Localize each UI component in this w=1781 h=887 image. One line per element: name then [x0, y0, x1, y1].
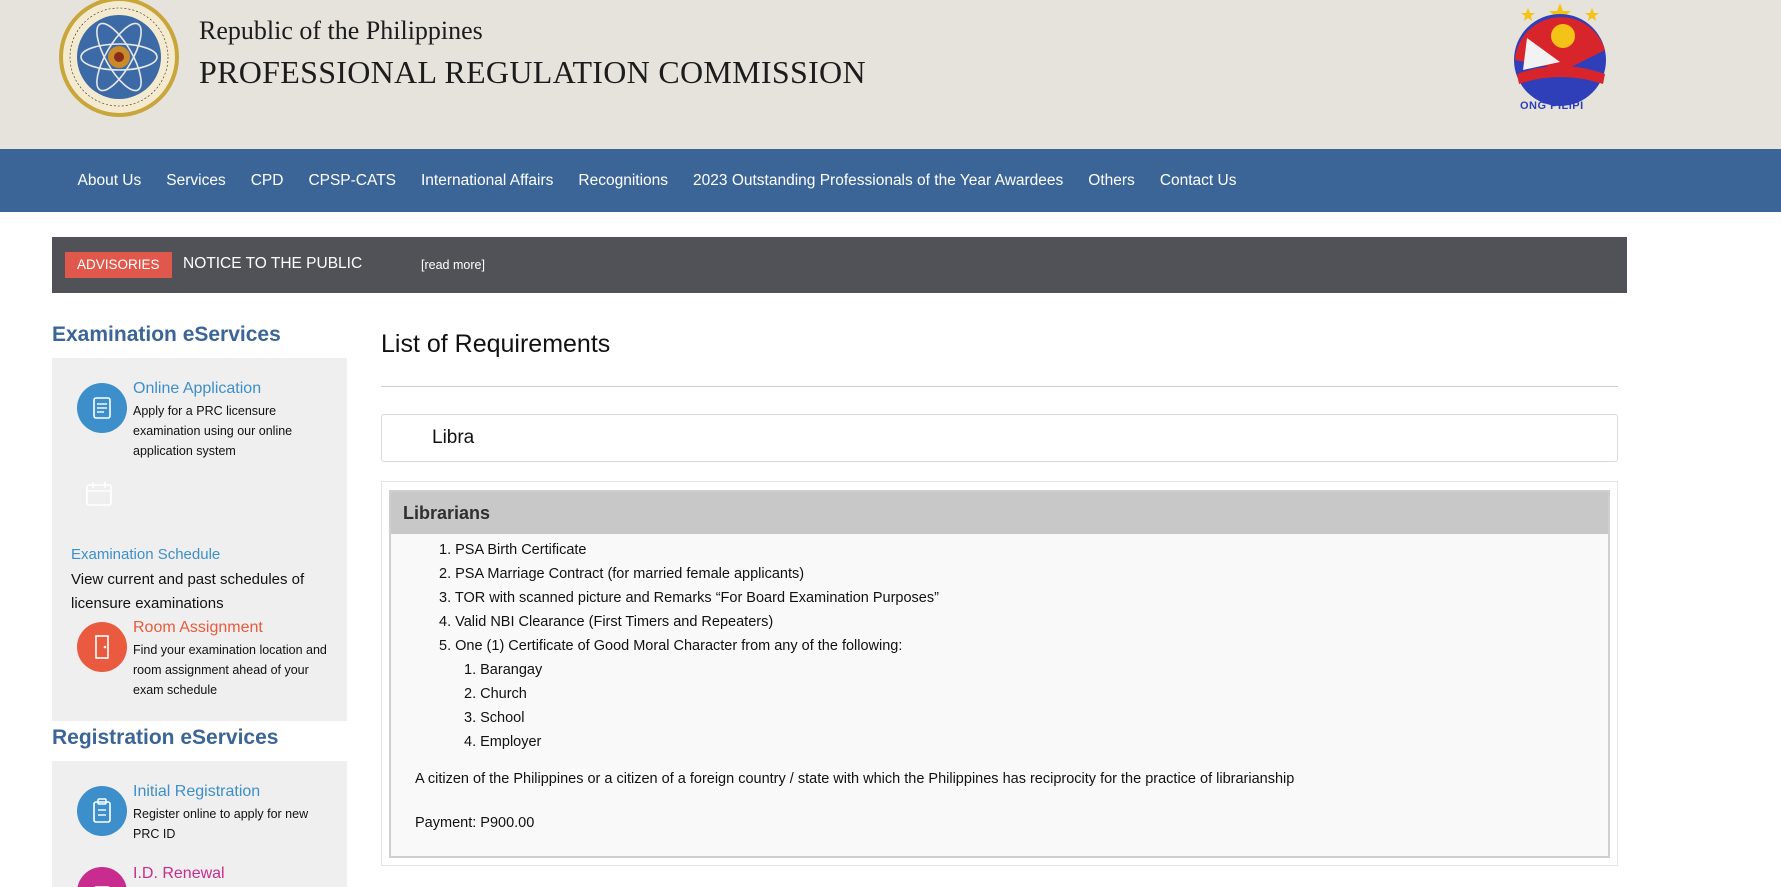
nav-international-affairs[interactable]: International Affairs: [421, 171, 554, 189]
nav-about-us[interactable]: About Us: [77, 171, 142, 189]
nav-services[interactable]: Services: [166, 171, 226, 189]
result-container: [381, 481, 1618, 866]
moral-source-item: 4. Employer: [464, 734, 542, 750]
online-application-description: Apply for a PRC licensure examination using our online application system: [133, 404, 293, 458]
nav-outstanding-professionals[interactable]: 2023 Outstanding Professionals of the Year Awardees: [693, 171, 1064, 189]
government-name: Republic of the Philippines: [199, 16, 483, 45]
advisory-text: NOTICE TO THE PUBLIC: [183, 255, 363, 272]
examination-schedule-description: View current and past schedules of licensure examinations: [71, 571, 305, 612]
read-more-link[interactable]: [read more]: [421, 258, 485, 272]
calendar-icon[interactable]: [84, 480, 114, 508]
initial-registration-icon[interactable]: [77, 786, 127, 836]
nav-list: [65, 149, 1249, 212]
examination-eservices-heading: Examination eServices: [52, 323, 281, 346]
moral-source-item: 3. School: [464, 710, 525, 726]
requirement-item: 2. PSA Marriage Contract (for married female applicants): [439, 566, 805, 582]
requirement-item: 5. One (1) Certificate of Good Moral Character from any of the following:: [439, 638, 903, 654]
requirements-list: [439, 538, 939, 754]
profession-heading[interactable]: Librarians: [391, 492, 1608, 534]
nav-cpd[interactable]: CPD: [250, 171, 284, 189]
moral-source-item: 1. Barangay: [464, 662, 543, 678]
advisories-badge: ADVISORIES: [65, 252, 172, 278]
registration-eservices-panel: [52, 761, 347, 887]
nav-others[interactable]: Others: [1088, 171, 1135, 189]
prc-seal-logo[interactable]: [57, 0, 181, 118]
id-renewal-link[interactable]: I.D. Renewal: [133, 865, 225, 882]
initial-registration-link[interactable]: Initial Registration: [133, 783, 261, 800]
requirements-card: [389, 490, 1610, 858]
nav-recognitions[interactable]: Recognitions: [578, 171, 669, 189]
examination-eservices-panel: [52, 358, 347, 721]
agency-name: PROFESSIONAL REGULATION COMMISSION: [199, 54, 866, 90]
nav-cpsp-cats[interactable]: CPSP-CATS: [308, 171, 396, 189]
requirement-item: 4. Valid NBI Clearance (First Timers and Repeaters): [439, 614, 774, 630]
requirement-item: 3. TOR with scanned picture and Remarks “For Board Examination Purposes”: [439, 590, 939, 606]
advisory-bar: [52, 237, 1627, 293]
registration-eservices-heading: Registration eServices: [52, 726, 279, 749]
page-title: List of Requirements: [381, 330, 611, 358]
profession-search-input[interactable]: [381, 414, 1618, 462]
title-divider: [381, 386, 1618, 387]
payment-amount: Payment: P900.00: [415, 815, 535, 831]
bp-logo-text: ONG PILIPI: [1520, 100, 1584, 112]
citizenship-note: A citizen of the Philippines or a citizen of a foreign country / state with which the Philippines has reciprocity for the practice of librarianship: [415, 771, 1295, 787]
online-application-icon[interactable]: [77, 383, 127, 433]
id-renewal-icon[interactable]: [77, 867, 127, 887]
online-application-link[interactable]: Online Application: [133, 380, 262, 397]
examination-schedule-link[interactable]: Examination Schedule: [71, 546, 221, 563]
room-assignment-description: Find your examination location and room assignment ahead of your exam schedule: [133, 643, 327, 697]
main-navigation: [0, 149, 1781, 212]
initial-registration-description: Register online to apply for new PRC ID: [133, 807, 309, 841]
room-assignment-link[interactable]: Room Assignment: [133, 619, 263, 636]
room-assignment-icon[interactable]: [77, 622, 127, 672]
moral-source-item: 2. Church: [464, 686, 527, 702]
site-header: [0, 0, 1781, 149]
requirement-item: 1. PSA Birth Certificate: [439, 542, 587, 558]
nav-contact-us[interactable]: Contact Us: [1159, 171, 1237, 189]
